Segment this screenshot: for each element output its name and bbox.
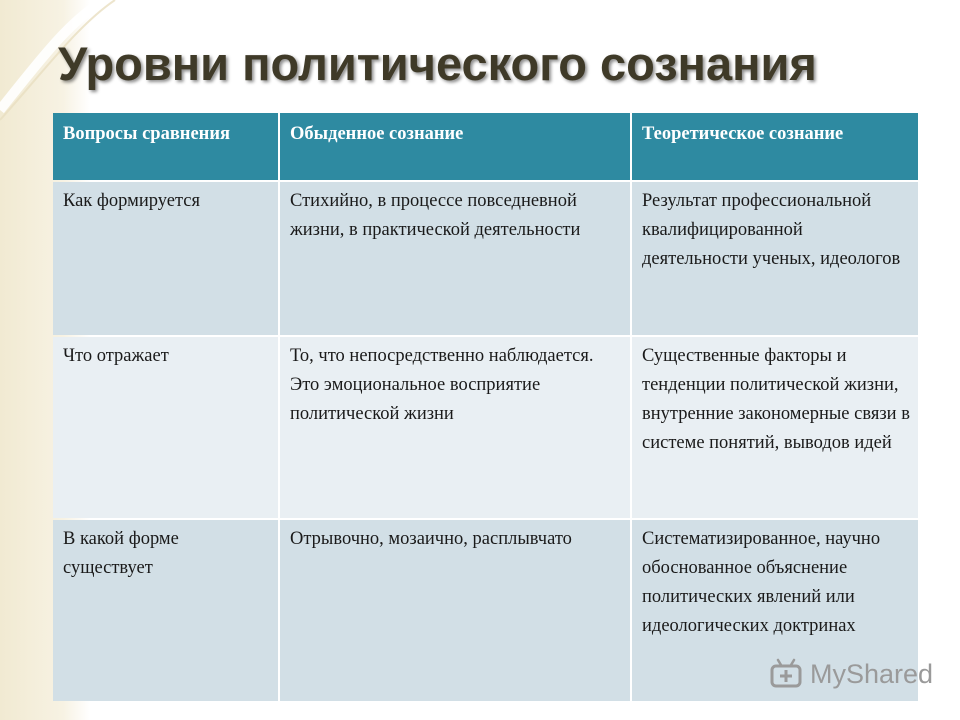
header-cell-ordinary: Обыденное сознание — [280, 113, 630, 180]
theoretical-cell: Результат профессиональной квалифицированной деятельности ученых, идеологов — [632, 182, 918, 335]
ordinary-cell: Отрывочно, мозаично, расплывчато — [280, 520, 630, 701]
comparison-table — [51, 111, 920, 703]
table-row — [53, 182, 918, 335]
ordinary-cell: То, что непосредственно наблюдается. Это эмоциональное восприятие политической жизни — [280, 337, 630, 518]
theoretical-cell: Существенные факторы и тенденции политической жизни, внутренние закономерные связи в системе понятий, выводов идей — [632, 337, 918, 518]
table-header-row — [53, 113, 918, 180]
page-title: Уровни политического сознания — [58, 37, 817, 90]
theoretical-cell: Систематизированное, научно обоснованное объяснение политических явлений или идеологических доктринах — [632, 520, 918, 701]
table-row — [53, 337, 918, 518]
watermark — [768, 656, 933, 692]
row-label-cell: Как формируется — [53, 182, 278, 335]
row-label-cell: Что отражает — [53, 337, 278, 518]
header-cell-theoretical: Теоретическое сознание — [632, 113, 918, 180]
row-label-cell: В какой форме существует — [53, 520, 278, 701]
myshared-logo-icon — [768, 656, 804, 692]
ordinary-cell: Стихийно, в процессе повседневной жизни, в практической деятельности — [280, 182, 630, 335]
watermark-text: MyShared — [810, 658, 934, 689]
header-cell-criteria: Вопросы сравнения — [53, 113, 278, 180]
